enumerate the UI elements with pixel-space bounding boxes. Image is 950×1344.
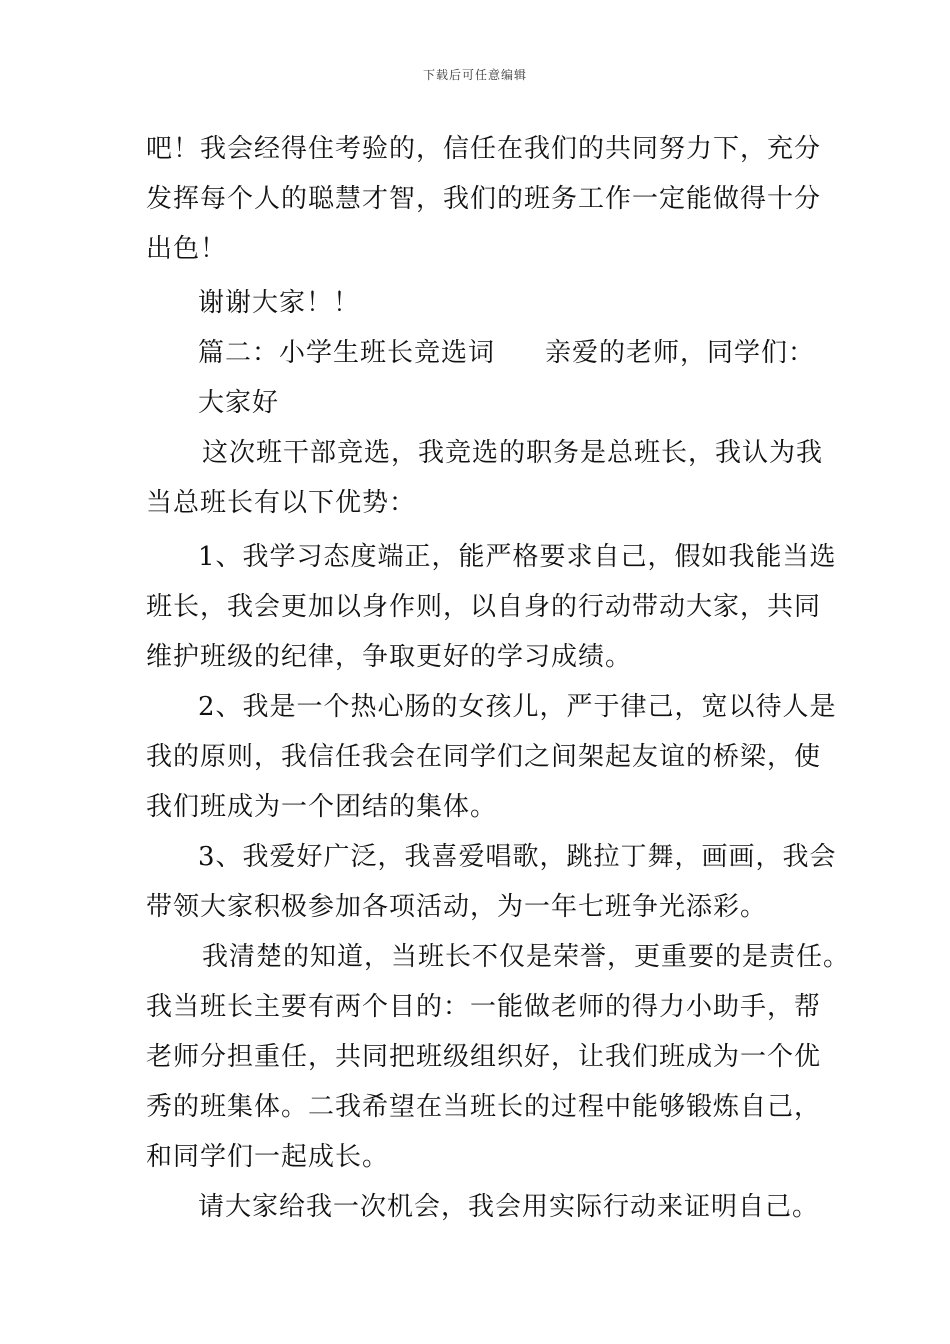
text-line: 秀的班集体。二我希望在当班长的过程中能够锻炼自己， (146, 1092, 822, 1122)
text-line: 3、我爱好广泛，我喜爱唱歌，跳拉丁舞，画画，我会 (198, 842, 837, 872)
text-line-section-title (146, 328, 818, 378)
text-line: 2、我是一个热心肠的女孩儿，严于律己，宽以待人是 (198, 692, 837, 722)
page-header-note: 下载后可任意编辑 (422, 68, 527, 82)
text-line: 和同学们一起成长。 (146, 1142, 390, 1172)
text-line: 这次班干部竞选，我竞选的职务是总班长，我认为我 (202, 438, 824, 468)
salutation: 亲爱的老师，同学们： (545, 338, 816, 368)
text-line: 维护班级的纪律，争取更好的学习成绩。 (146, 642, 633, 672)
text-line: 我清楚的知道，当班长不仅是荣誉，更重要的是责任。 (202, 942, 851, 972)
text-line: 1、我学习态度端正，能严格要求自己，假如我能当选 (198, 542, 837, 572)
document-body (146, 124, 851, 1232)
text-line: 当总班长有以下优势： (146, 488, 417, 518)
text-line: 大家好 (198, 388, 280, 418)
text-line: 请大家给我一次机会，我会用实际行动来证明自己。 (198, 1192, 820, 1222)
text-line: 我们班成为一个团结的集体。 (146, 792, 498, 822)
text-line: 老师分担重任，共同把班级组织好，让我们班成为一个优 (146, 1042, 822, 1072)
text-line: 谢谢大家！！ (198, 288, 361, 318)
section-title: 篇二：小学生班长竞选词 (198, 338, 496, 368)
text-line: 班长，我会更加以身作则，以自身的行动带动大家，共同 (146, 592, 822, 622)
text-line: 我的原则，我信任我会在同学们之间架起友谊的桥梁，使 (146, 742, 822, 772)
text-line: 发挥每个人的聪慧才智，我们的班务工作一定能做得十分 (146, 184, 822, 214)
text-line: 吧！我会经得住考验的，信任在我们的共同努力下，充分 (146, 134, 822, 164)
text-line: 我当班长主要有两个目的：一能做老师的得力小助手，帮 (146, 992, 822, 1022)
text-line: 出色！ (146, 234, 228, 264)
text-line: 带领大家积极参加各项活动，为一年七班争光添彩。 (146, 892, 768, 922)
